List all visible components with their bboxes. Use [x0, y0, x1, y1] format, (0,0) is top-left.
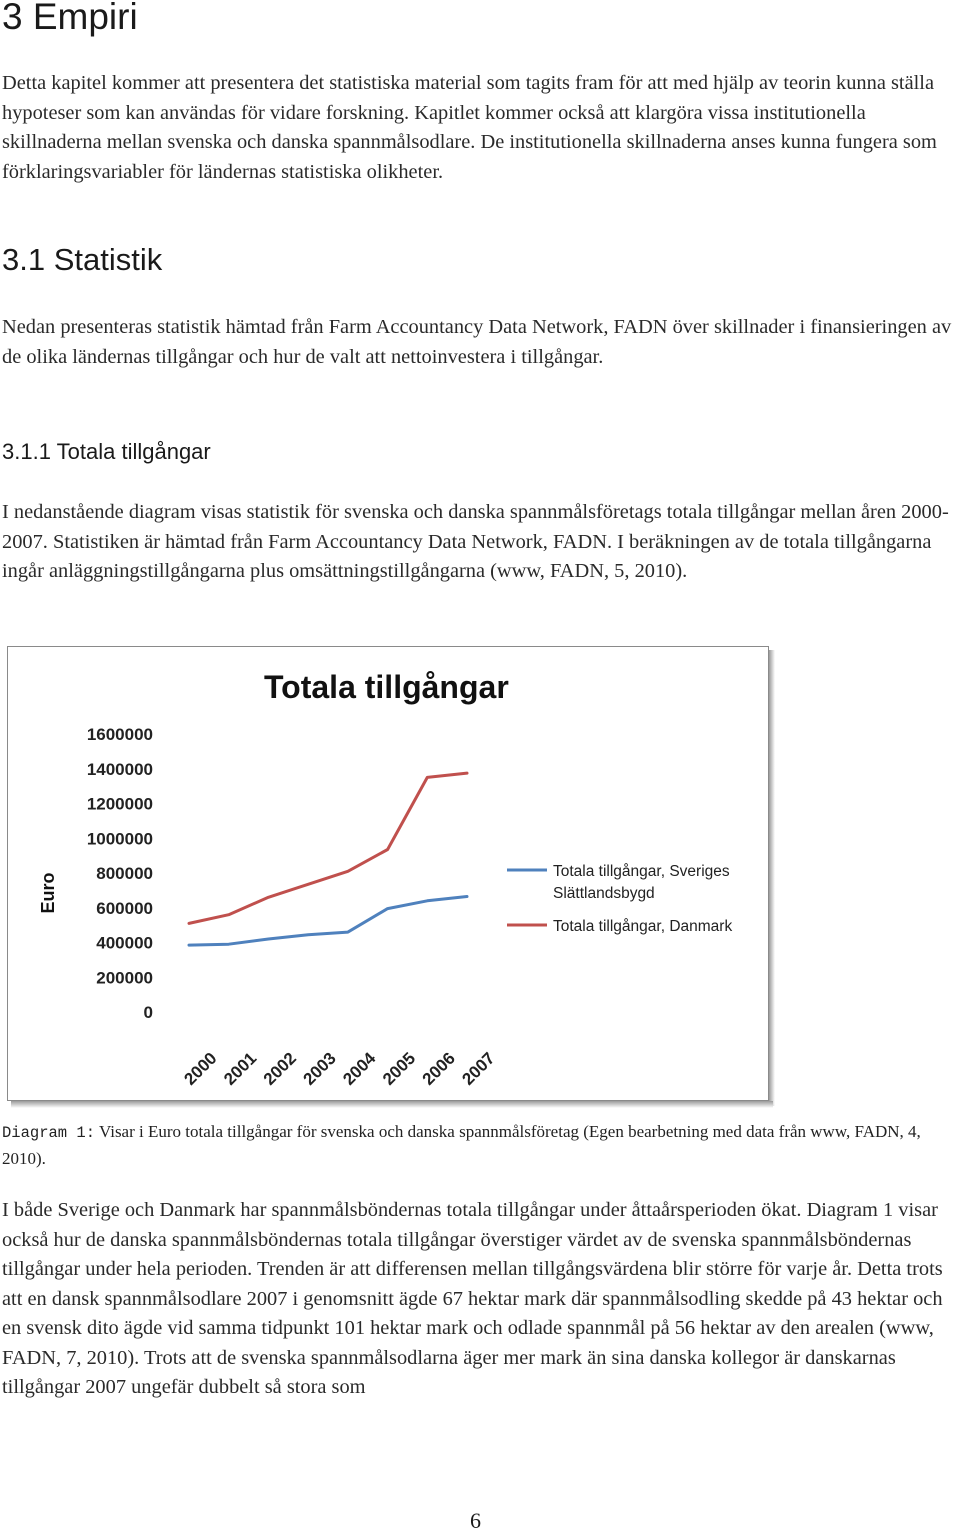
y-tick-label: 200000 — [96, 968, 153, 988]
x-tick-label: 2007 — [458, 1048, 499, 1089]
closing-paragraph: I både Sverige och Danmark har spannmålsböndernas totala tillgångar under åttaårsperioden ökat. Diagram 1 visar också hur de danska spannmålsböndernas totala tillgångar överstiger värdet av de svenska spannmålsböndernas tillgångar under hela perioden. Trenden är att differensen mellan tillgångsvärdena blir större för varje år. Detta trots att en dansk spannmålsodlare 2007 i genomsnitt ägde 67 hektar mark där spannmålsodling skedde på 43 hektar och en svensk dito ägde vid samma tidpunkt 101 hektar mark och odlade spannmål på 56 hektar av den arealen (www, FADN, 7, 2010). Trots att de svenska spannmålsodlarna äger mer mark än sina danska kollegor är danskarnas tillgångar 2007 ungefär dubbelt så stora som — [2, 1199, 943, 1398]
line-chart — [7, 646, 775, 1108]
legend-label: Totala tillgångar, Danmark — [553, 918, 733, 935]
x-tick-label: 2001 — [220, 1048, 261, 1089]
chapter-heading: 3 Empiri — [2, 0, 138, 37]
chart-figure — [7, 646, 775, 1108]
y-tick-label: 800000 — [96, 864, 153, 883]
y-axis-ticks — [87, 725, 153, 1022]
y-tick-label: 1600000 — [86, 725, 153, 744]
x-tick-label: 2003 — [299, 1048, 340, 1089]
caption-text: Visar i Euro totala tillgångar för svenska och danska spannmålsföretag (Egen bearbetning med data från www, FADN, 4, 2010). — [2, 1122, 921, 1168]
y-tick-label: 600000 — [96, 898, 153, 918]
chart-title: Totala tillgångar — [264, 669, 509, 705]
chart-shadow-bottom — [11, 1101, 773, 1108]
y-tick-label: 1200000 — [86, 794, 153, 814]
subsection-heading-totala: 3.1.1 Totala tillgångar — [2, 439, 211, 464]
y-tick-label: 0 — [143, 1003, 153, 1022]
legend-label: Slättlandsbygd — [553, 885, 655, 902]
x-tick-label: 2004 — [339, 1048, 380, 1089]
chart-shadow-right — [769, 650, 775, 1106]
statistik-paragraph: Nedan presenteras statistik hämtad från Farm Accountancy Data Network, FADN över skillnader i finansieringen av de olika ländernas tillgångar och hur de valt att nettoinvestera i tillgångar. — [2, 316, 952, 368]
legend-label: Totala tillgångar, Sveriges — [553, 863, 730, 880]
x-tick-label: 2002 — [259, 1048, 301, 1089]
y-tick-label: 1400000 — [86, 759, 153, 779]
x-tick-label: 2006 — [418, 1048, 459, 1089]
figure-caption — [2, 1119, 958, 1172]
x-tick-label: 2000 — [180, 1048, 221, 1089]
intro-paragraph: Detta kapitel kommer att presentera det statistiska material som tagits fram för att med hjälp av teorin kunna ställa hypoteser som kan användas för vidare forskning. Kapitlet kommer också att klargöra vissa institutionella skillnaderna mellan svenska och danska spannmålsodlare. De institutionella skillnaderna anses kunna fungera som förklaringsvariabler för ländernas statistiska olikheter. — [2, 72, 937, 183]
caption-label: Diagram 1: — [2, 1124, 96, 1142]
totala-paragraph: I nedanstående diagram visas statistik för svenska och danska spannmålsföretags totala tillgångar mellan åren 2000-2007. Statistiken är hämtad från Farm Accountancy Data Network, FADN. I beräkningen av de totala tillgångarna ingår anläggningstillgångarna plus omsättningstillgångarna (www, FADN, 5, 2010). — [2, 501, 949, 582]
y-axis-label: Euro — [38, 872, 58, 914]
y-tick-label: 1000000 — [86, 829, 153, 849]
y-tick-label: 400000 — [96, 933, 153, 953]
page-number: 6 — [470, 1508, 481, 1533]
section-heading-statistik: 3.1 Statistik — [2, 242, 163, 277]
x-tick-label: 2005 — [378, 1048, 420, 1089]
